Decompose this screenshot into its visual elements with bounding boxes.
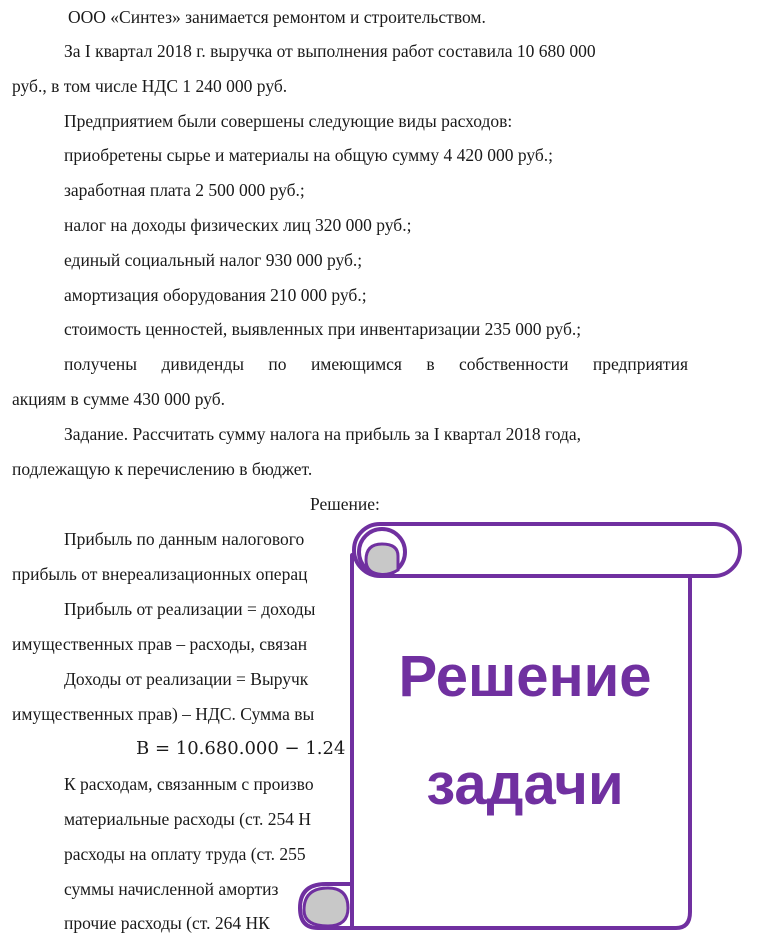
list-line: прочие расходы (ст. 264 НК	[64, 913, 270, 933]
scroll-body	[352, 552, 690, 928]
paragraph-line: За I квартал 2018 г. выручка от выполнения работ составила 10 680 000	[64, 41, 596, 61]
scroll-top-curl-shade	[366, 544, 398, 575]
paragraph-line: Доходы от реализации = Выручк	[64, 669, 309, 689]
paragraph-line: руб., в том числе НДС 1 240 000 руб.	[12, 76, 288, 96]
task-line: Задание. Рассчитать сумму налога на прибыль за I квартал 2018 года,	[64, 424, 582, 444]
scroll-title-line2: задачи	[426, 752, 624, 817]
paragraph-line: К расходам, связанным с произво	[64, 774, 314, 794]
paragraph-line: Прибыль по данным налогового	[64, 529, 305, 549]
list-line: приобретены сырье и материалы на общую сумму 4 420 000 руб.;	[64, 145, 554, 165]
paragraph-line: получены дивиденды по имеющимся в собственности предприятия	[64, 354, 688, 374]
scroll-bottom-curl-shade	[304, 888, 348, 926]
scroll-title-line1: Решение	[398, 644, 652, 709]
scroll-top-roll	[354, 524, 740, 576]
task-line: подлежащую к перечислению в бюджет.	[12, 459, 313, 479]
paragraph-line: прибыль от внереализационных операц	[12, 564, 308, 584]
list-line: единый социальный налог 930 000 руб.;	[64, 250, 363, 270]
paragraph-line: имущественных прав – расходы, связан	[12, 634, 308, 654]
list-line: стоимость ценностей, выявленных при инвентаризации 235 000 руб.;	[64, 319, 582, 339]
paragraph-line: Прибыль от реализации = доходы	[64, 599, 316, 619]
paragraph-line: акциям в сумме 430 000 руб.	[12, 389, 226, 409]
solution-heading: Решение:	[310, 494, 380, 514]
formula-line: В = 10.680.000 − 1.24	[136, 738, 346, 759]
list-line: суммы начисленной амортиз	[64, 879, 279, 899]
list-line: материальные расходы (ст. 254 Н	[64, 809, 312, 829]
list-line: амортизация оборудования 210 000 руб.;	[64, 285, 367, 305]
list-line: заработная плата 2 500 000 руб.;	[64, 180, 305, 200]
list-line: расходы на оплату труда (ст. 255	[64, 844, 306, 864]
paragraph-line: Предприятием были совершены следующие виды расходов:	[64, 111, 513, 131]
paragraph-line: имущественных прав) – НДС. Сумма вы	[12, 704, 315, 724]
paragraph-line: ООО «Синтез» занимается ремонтом и строительством.	[68, 7, 486, 27]
list-line: налог на доходы физических лиц 320 000 руб.;	[64, 215, 412, 235]
